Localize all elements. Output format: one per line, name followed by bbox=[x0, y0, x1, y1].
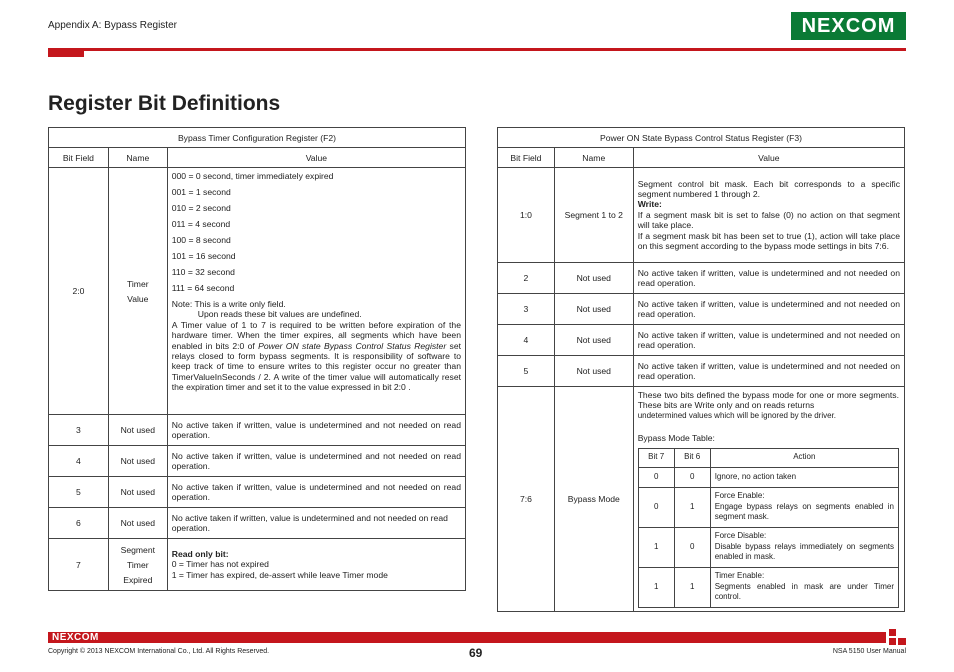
value-cell: No active taken if written, value is undetermined and not needed on read operation. bbox=[167, 415, 465, 446]
value-cell: No active taken if written, value is undetermined and not needed on read operation. bbox=[167, 477, 465, 508]
mode-row bbox=[638, 487, 898, 527]
name-cell bbox=[108, 168, 167, 415]
mode-action bbox=[710, 467, 898, 487]
bit-field-cell: 5 bbox=[498, 356, 555, 387]
mode-bit6: 1 bbox=[674, 487, 710, 527]
mode-header-bit7: Bit 7 bbox=[638, 448, 674, 467]
page-number: 69 bbox=[469, 646, 483, 660]
mode-header-bit6: Bit 6 bbox=[674, 448, 710, 467]
mode-row bbox=[638, 567, 898, 607]
note-indent-text: Upon reads these bit values are undefined. bbox=[197, 309, 362, 320]
value-cell: No active taken if written, value is undetermined and not needed on read operation. bbox=[633, 325, 904, 356]
name-line: Timer bbox=[126, 559, 149, 570]
table-row bbox=[49, 168, 466, 415]
nexcom-logo bbox=[791, 12, 906, 40]
header-divider bbox=[48, 48, 906, 51]
name-cell: Not used bbox=[554, 263, 633, 294]
col-header-name: Name bbox=[554, 148, 633, 168]
timer-setting: 100 = 8 second bbox=[171, 235, 231, 245]
bit-field-cell: 3 bbox=[49, 415, 109, 446]
bit-field-cell: 2:0 bbox=[49, 168, 109, 415]
bypass-mode-intro-small: undetermined values which will be ignored by the driver. bbox=[637, 410, 837, 420]
mode-action-text: Segments enabled in mask are under Timer control. bbox=[714, 581, 894, 602]
write-label: Write: bbox=[637, 199, 662, 210]
logo-text: NEXCOM bbox=[801, 14, 896, 37]
bit-field-cell: 4 bbox=[49, 446, 109, 477]
table-row bbox=[498, 263, 905, 294]
value-line: 0 = Timer has not expired bbox=[171, 559, 269, 570]
table-row bbox=[49, 446, 466, 477]
value-cell: No active taken if written, value is undetermined and not needed on read operation. bbox=[167, 446, 465, 477]
mode-bit6: 1 bbox=[674, 567, 710, 607]
mode-bit6: 0 bbox=[674, 467, 710, 487]
name-line: Value bbox=[127, 293, 149, 304]
value-line: 1 = Timer has expired, de-assert while leave Timer mode bbox=[171, 569, 388, 580]
value-line: If a segment mask bit has been set to true (1), action will take place on this segment according to the bypass mode settings in bits 7:6. bbox=[637, 230, 900, 252]
bypass-mode-table-label: Bypass Mode Table: bbox=[637, 433, 715, 444]
bit-field-cell: 1:0 bbox=[498, 168, 555, 263]
name-cell: Not used bbox=[554, 294, 633, 325]
name-cell: Not used bbox=[108, 446, 167, 477]
mode-action-text: Engage bypass relays on segments enabled in segment mask. bbox=[714, 501, 894, 522]
table-row bbox=[498, 356, 905, 387]
copyright-text: Copyright © 2013 NEXCOM International Co., Ltd. All Rights Reserved. bbox=[48, 648, 270, 655]
name-cell: Bypass Mode bbox=[554, 387, 633, 612]
table-row bbox=[49, 539, 466, 591]
timer-setting: 101 = 16 second bbox=[171, 251, 236, 261]
header-section-title: Appendix A: Bypass Register bbox=[48, 20, 177, 31]
name-cell: Not used bbox=[108, 415, 167, 446]
value-line: If a segment mask bit is set to false (0) no action on that segment will take place. bbox=[637, 209, 900, 231]
bit-field-cell: 6 bbox=[49, 508, 109, 539]
name-cell: Segment 1 to 2 bbox=[554, 168, 633, 263]
table-row bbox=[49, 508, 466, 539]
manual-name: NSA 5150 User Manual bbox=[832, 648, 906, 655]
desc-text: set relays closed to form bypass segments. It is responsibility of software to keep track of time to ensure writes to this register occur no greater than TimerValueInSeconds / 2. A write of the timer value will automatically reset the expiration timer and set it to the value expressed in bit 2:0 . bbox=[171, 340, 461, 393]
mode-action-title: Force Disable: bbox=[714, 531, 767, 541]
value-cell bbox=[167, 539, 465, 591]
desc-text: A Timer value of 1 to 7 is required to be written before expiration of the hardware timer. When the timer expires, all segments which have been enabled in bits 2:0 of bbox=[171, 319, 461, 351]
footer-square-icon bbox=[889, 638, 896, 645]
timer-description bbox=[172, 320, 461, 393]
value-cell: No active taken if written, value is undetermined and not needed on read operation. bbox=[633, 294, 904, 325]
bit-field-cell: 4 bbox=[498, 325, 555, 356]
col-header-bit-field: Bit Field bbox=[498, 148, 555, 168]
bypass-mode-intro: These two bits defined the bypass mode for one or more segments. These bits are Write only and on reads returns bbox=[637, 390, 899, 411]
value-cell bbox=[633, 168, 904, 263]
timer-setting: 001 = 1 second bbox=[171, 187, 231, 197]
table-row bbox=[498, 325, 905, 356]
mode-action bbox=[710, 567, 898, 607]
name-line: Timer bbox=[126, 278, 149, 289]
name-line: Segment bbox=[120, 544, 155, 555]
mode-bit7: 0 bbox=[638, 467, 674, 487]
power-on-bypass-control-table bbox=[497, 127, 905, 612]
col-header-value: Value bbox=[633, 148, 904, 168]
name-line: Expired bbox=[123, 574, 153, 585]
table-row bbox=[49, 477, 466, 508]
value-cell: No active taken if written, value is undetermined and not needed on read operation. bbox=[633, 356, 904, 387]
timer-setting: 011 = 4 second bbox=[171, 219, 231, 229]
col-header-name: Name bbox=[108, 148, 167, 168]
timer-setting: 111 = 64 second bbox=[171, 283, 235, 293]
mode-action bbox=[710, 487, 898, 527]
bit-field-cell: 3 bbox=[498, 294, 555, 325]
read-only-label: Read only bit: bbox=[171, 548, 229, 559]
name-cell: Not used bbox=[108, 477, 167, 508]
name-cell: Not used bbox=[108, 508, 167, 539]
desc-register-ref: Power ON state Bypass Control Status Register bbox=[258, 340, 447, 351]
footer-logo: NEXCOM bbox=[52, 632, 99, 643]
value-cell: No active taken if written, value is undetermined and not needed on read operation. bbox=[633, 263, 904, 294]
value-cell bbox=[167, 168, 465, 415]
table-row bbox=[498, 387, 905, 612]
name-cell: Not used bbox=[554, 325, 633, 356]
bit-field-cell: 7 bbox=[49, 539, 109, 591]
mode-bit7: 1 bbox=[638, 527, 674, 567]
bit-field-cell: 7:6 bbox=[498, 387, 555, 612]
footer-bar bbox=[48, 632, 886, 643]
table-row bbox=[498, 294, 905, 325]
mode-action-title: Ignore, no action taken bbox=[714, 471, 797, 481]
mode-action-title: Force Enable: bbox=[714, 491, 765, 501]
note-text: Note: This is a write only field. bbox=[171, 299, 286, 309]
table-row bbox=[498, 168, 905, 263]
value-line: Segment control bit mask. Each bit corresponds to a specific segment numbered 1 through 2. bbox=[637, 178, 900, 199]
name-cell: Not used bbox=[554, 356, 633, 387]
col-header-value: Value bbox=[167, 148, 465, 168]
footer-square-icon bbox=[898, 638, 906, 645]
bypass-mode-table bbox=[638, 448, 899, 608]
table-caption: Power ON State Bypass Control Status Register (F3) bbox=[498, 128, 905, 148]
value-cell: No active taken if written, value is undetermined and not needed on read operation. bbox=[167, 508, 465, 539]
mode-bit7: 1 bbox=[638, 567, 674, 607]
footer-square-icon bbox=[889, 629, 896, 636]
bypass-timer-config-table bbox=[48, 127, 466, 591]
col-header-bit-field: Bit Field bbox=[49, 148, 109, 168]
page-title: Register Bit Definitions bbox=[48, 92, 281, 115]
name-cell bbox=[108, 539, 167, 591]
header-accent-block bbox=[48, 48, 84, 57]
mode-action bbox=[710, 527, 898, 567]
value-cell bbox=[633, 387, 904, 612]
bit-field-cell: 5 bbox=[49, 477, 109, 508]
table-row bbox=[49, 415, 466, 446]
mode-action-title: Timer Enable: bbox=[714, 571, 765, 581]
timer-setting: 110 = 32 second bbox=[171, 267, 235, 277]
mode-header-action: Action bbox=[710, 448, 898, 467]
timer-setting: 000 = 0 second, timer immediately expired bbox=[171, 171, 334, 181]
table-caption: Bypass Timer Configuration Register (F2) bbox=[49, 128, 466, 148]
mode-bit7: 0 bbox=[638, 487, 674, 527]
mode-row bbox=[638, 527, 898, 567]
mode-action-text: Disable bypass relays immediately on segments enabled in mask. bbox=[714, 541, 894, 562]
mode-bit6: 0 bbox=[674, 527, 710, 567]
timer-setting: 010 = 2 second bbox=[171, 203, 231, 213]
bit-field-cell: 2 bbox=[498, 263, 555, 294]
mode-row bbox=[638, 467, 898, 487]
